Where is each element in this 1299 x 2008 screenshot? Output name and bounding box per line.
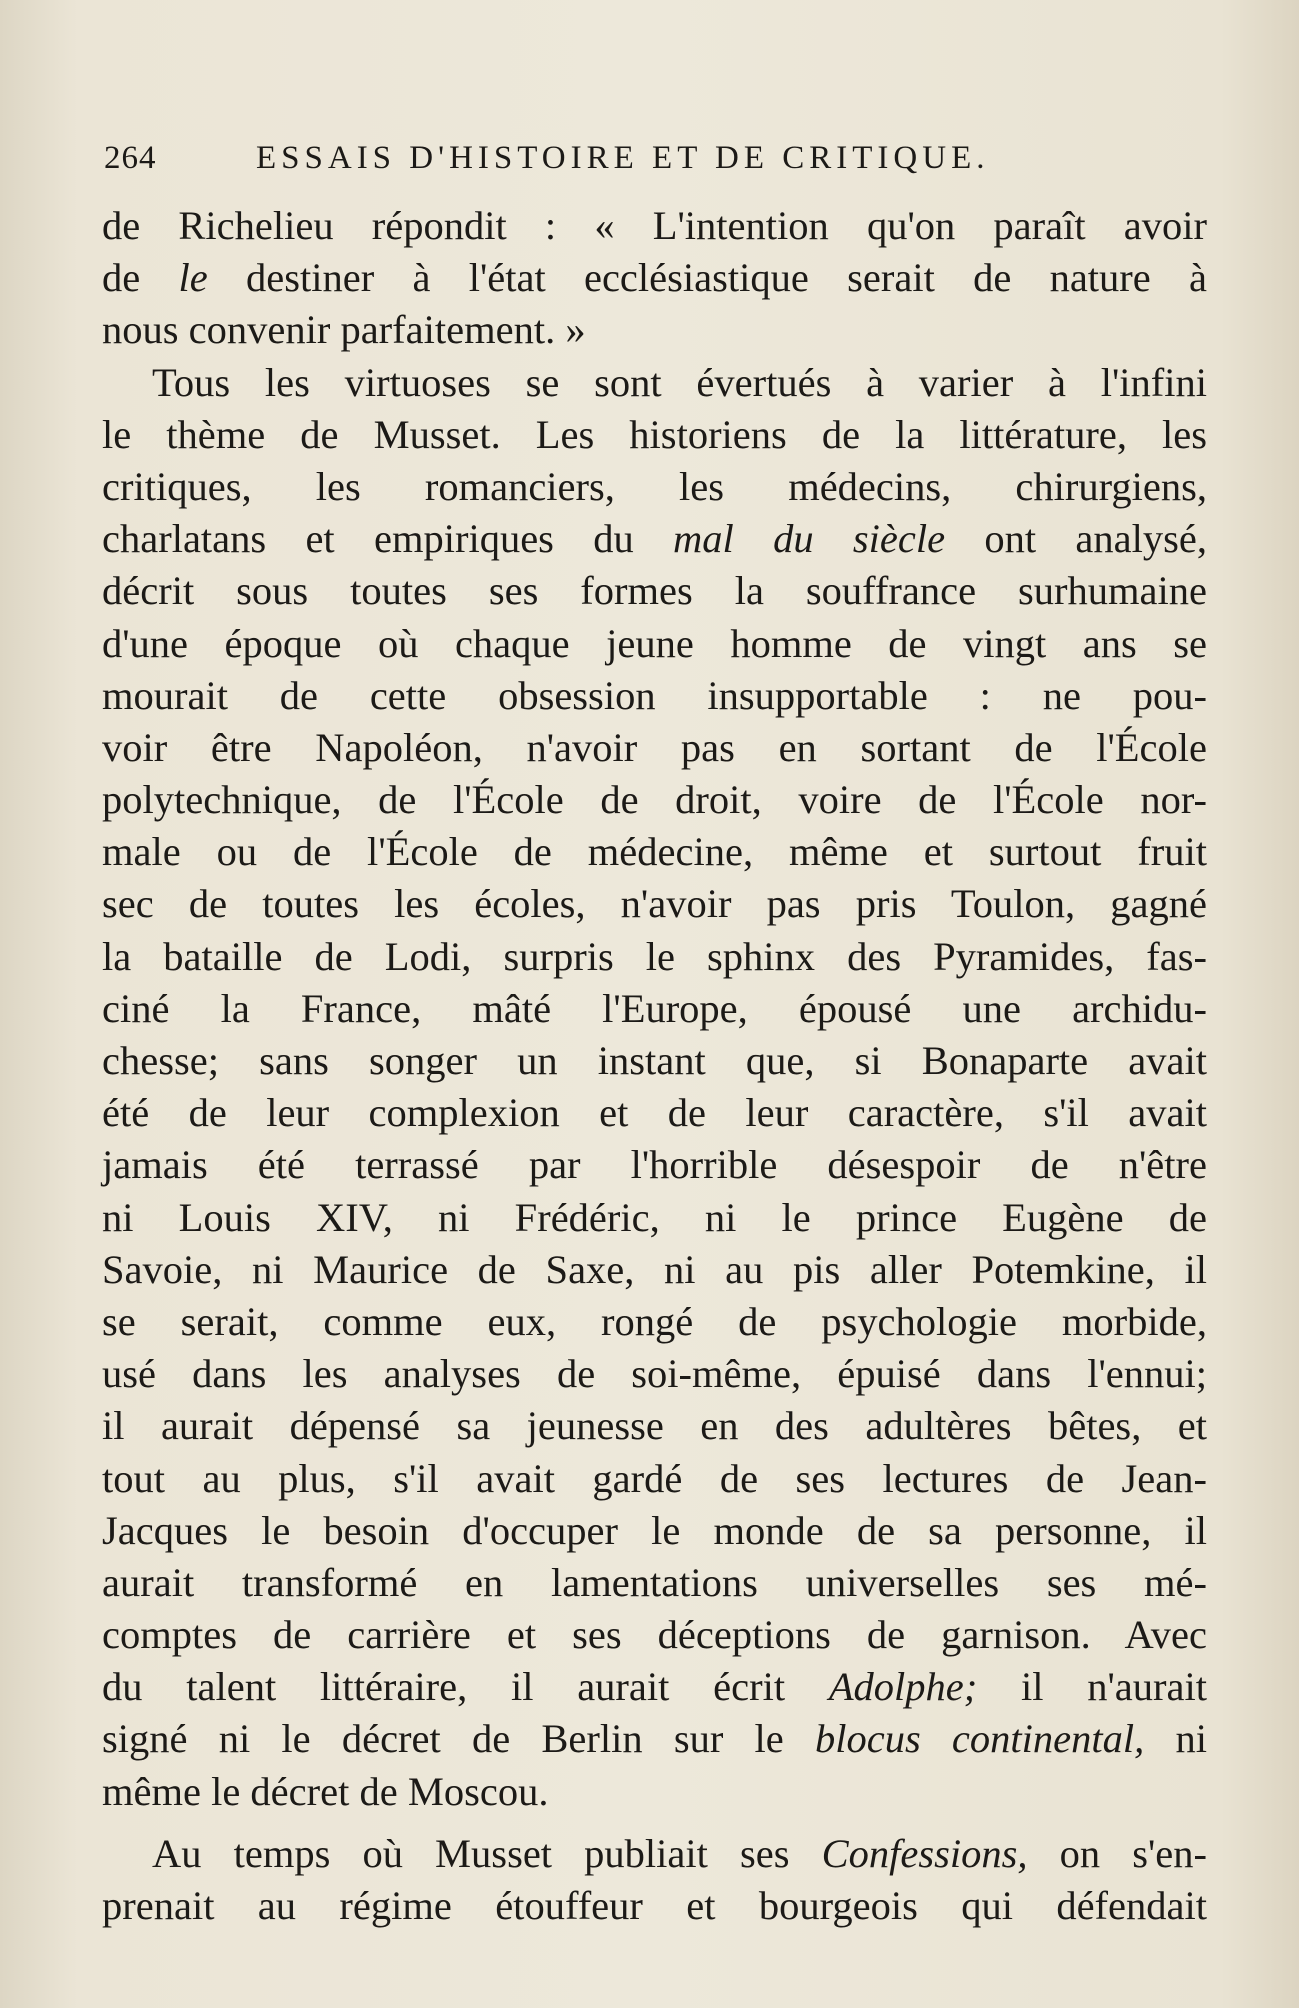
text-line: tout au plus, s'il avait gardé de ses lectures de Jean- [102, 1455, 1207, 1501]
text-line: comptes de carrière et ses déceptions de garnison. Avec [102, 1612, 1207, 1658]
page-header [104, 140, 1204, 200]
italic-text: mal du siècle [673, 516, 946, 562]
text-line: aurait transformé en lamentations universelles ses mé- [102, 1559, 1207, 1605]
text-line: polytechnique, de l'École de droit, voire de l'École nor- [102, 777, 1207, 823]
paragraph-start-line: Tous les virtuoses se sont évertués à varier à l'infini [152, 359, 1207, 405]
text-line: nous convenir parfaitement. » [102, 307, 586, 353]
italic-text: blocus continental, [814, 1716, 1145, 1762]
text-line: mourait de cette obsession insupportable : ne pou- [102, 672, 1207, 718]
text-line: chesse; sans songer un instant que, si Bonaparte avait [102, 1038, 1207, 1083]
italic-text: Confessions, [821, 1830, 1028, 1876]
text-line: jamais été terrassé par l'horrible désespoir de n'être [102, 1142, 1207, 1188]
text-line: même le décret de Moscou. [102, 1768, 549, 1814]
text-line: de le destiner à l'état ecclésiastique serait de nature à [102, 255, 1207, 301]
paragraph-start-line: Au temps où Musset publiait ses Confessions, on s'en- [152, 1830, 1207, 1876]
text-line: sec de toutes les écoles, n'avoir pas pris Toulon, gagné [102, 881, 1207, 927]
text-line: été de leur complexion et de leur caractère, s'il avait [102, 1090, 1207, 1136]
text-line: Savoie, ni Maurice de Saxe, ni au pis aller Potemkine, il [102, 1246, 1207, 1292]
text-line: voir être Napoléon, n'avoir pas en sortant de l'École [102, 724, 1207, 770]
page-number: 264 [104, 140, 157, 176]
text-line: usé dans les analyses de soi-même, épuisé dans l'ennui; [102, 1351, 1207, 1397]
text-line: d'une époque où chaque jeune homme de vingt ans se [102, 620, 1207, 666]
text-line: se serait, comme eux, rongé de psychologie morbide, [102, 1298, 1207, 1344]
body-text [102, 200, 1207, 1932]
text-line: décrit sous toutes ses formes la souffrance surhumaine [102, 568, 1207, 614]
text-line: ciné la France, mâté l'Europe, épousé une archidu- [102, 985, 1207, 1031]
italic-text: le [178, 255, 208, 301]
text-line: signé ni le décret de Berlin sur le blocus continental, ni [102, 1716, 1207, 1762]
text-line: du talent littéraire, il aurait écrit Adolphe; il n'aurait [102, 1664, 1207, 1710]
text-line: charlatans et empiriques du mal du siècle ont analysé, [102, 516, 1207, 562]
running-title: ESSAIS D'HISTOIRE ET DE CRITIQUE. [256, 140, 990, 176]
text-line: la bataille de Lodi, surpris le sphinx des Pyramides, fas- [102, 933, 1207, 979]
text-line: critiques, les romanciers, les médecins, chirurgiens, [102, 463, 1207, 509]
text-line: prenait au régime étouffeur et bourgeois qui défendait [102, 1883, 1207, 1928]
text-line: le thème de Musset. Les historiens de la littérature, les [102, 411, 1207, 457]
text-line: ni Louis XIV, ni Frédéric, ni le prince Eugène de [102, 1194, 1207, 1240]
text-line: de Richelieu répondit : « L'intention qu'on paraît avoir [102, 203, 1207, 248]
italic-text: Adolphe; [828, 1664, 978, 1710]
text-line: il aurait dépensé sa jeunesse en des adultères bêtes, et [102, 1403, 1207, 1449]
text-line: male ou de l'École de médecine, même et surtout fruit [102, 829, 1207, 875]
text-line: Jacques le besoin d'occuper le monde de sa personne, il [102, 1507, 1207, 1553]
